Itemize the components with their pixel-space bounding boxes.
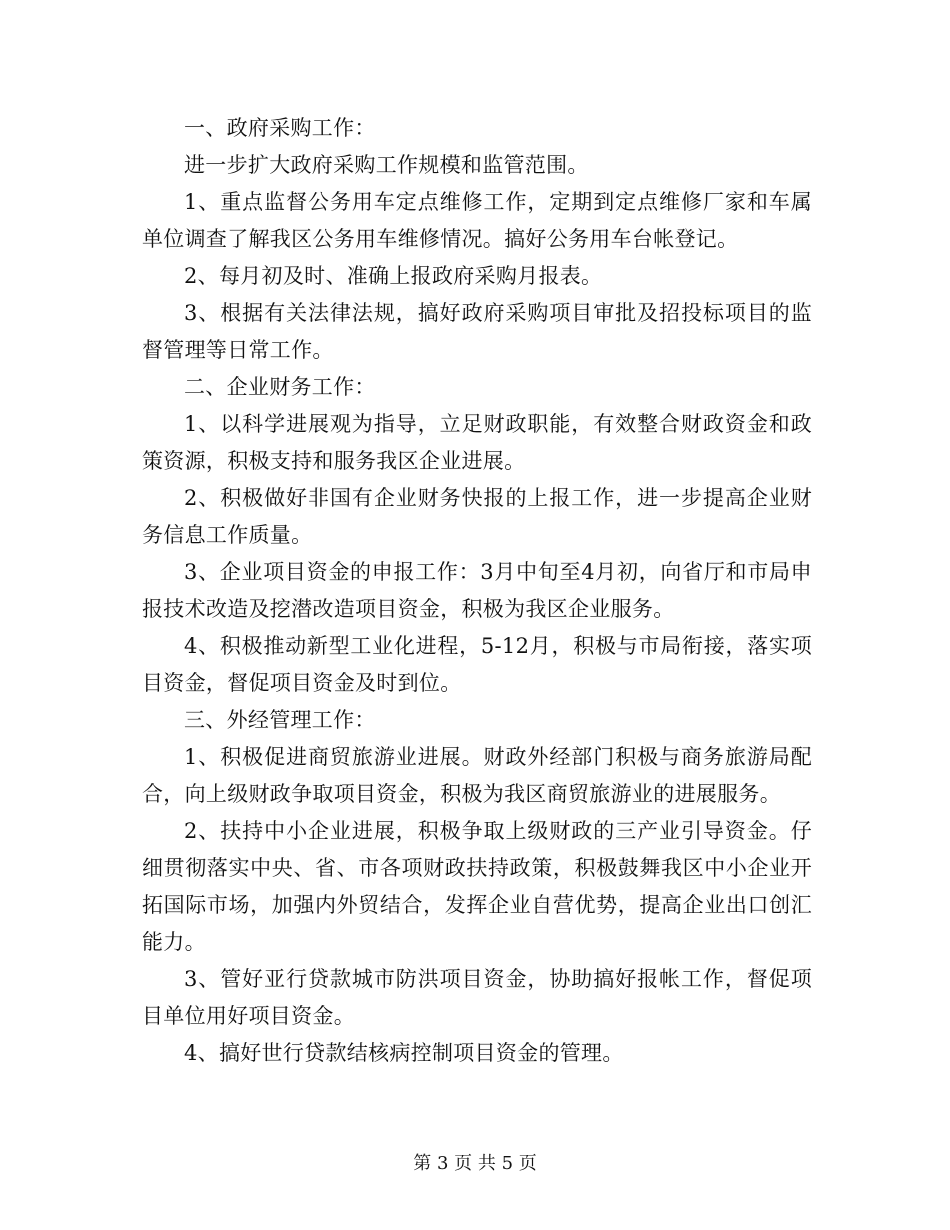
- paragraph: 2、每月初及时、准确上报政府采购月报表。: [184, 264, 603, 288]
- paragraph: 1、以科学进展观为指导，立足财政职能，有效整合财政资金和政策资源，积极支持和服务我区企业进展。: [142, 412, 812, 473]
- paragraph: 2、扶持中小企业进展，积极争取上级财政的三产业引导资金。仔细贯彻落实中央、省、市各项财政扶持政策，积极鼓舞我区中小企业开拓国际市场，加强内外贸结合，发挥企业自营优势，提高企业出口创汇能力。: [142, 819, 812, 954]
- paragraph: 3、企业项目资金的申报工作：3月中旬至4月初，向省厅和市局申报技术改造及挖潜改造项目资金，积极为我区企业服务。: [142, 560, 812, 621]
- paragraph: 4、积极推动新型工业化进程，5-12月，积极与市局衔接，落实项目资金，督促项目资金及时到位。: [142, 634, 812, 695]
- paragraph: 3、根据有关法律法规，搞好政府采购项目审批及招投标项目的监督管理等日常工作。: [142, 301, 812, 362]
- section-heading-enterprise-finance: 二、企业财务工作：: [184, 375, 376, 399]
- document-body: [142, 110, 812, 1072]
- paragraph: 1、积极促进商贸旅游业进展。财政外经部门积极与商务旅游局配合，向上级财政争取项目资金，积极为我区商贸旅游业的进展服务。: [142, 745, 812, 806]
- paragraph: 4、搞好世行贷款结核病控制项目资金的管理。: [184, 1041, 624, 1065]
- page-number: 第 3 页 共 5 页: [413, 1153, 537, 1174]
- paragraph: 3、管好亚行贷款城市防洪项目资金，协助搞好报帐工作，督促项目单位用好项目资金。: [142, 967, 812, 1028]
- paragraph: 2、积极做好非国有企业财务快报的上报工作，进一步提高企业财务信息工作质量。: [142, 486, 812, 547]
- section-heading-procurement: 一、政府采购工作：: [184, 116, 376, 140]
- paragraph: 进一步扩大政府采购工作规模和监管范围。: [184, 153, 589, 177]
- section-heading-foreign-economic: 三、外经管理工作：: [184, 708, 376, 732]
- page-footer: [0, 1152, 950, 1176]
- paragraph: 1、重点监督公务用车定点维修工作，定期到定点维修厂家和车属单位调查了解我区公务用车维修情况。搞好公务用车台帐登记。: [142, 190, 812, 251]
